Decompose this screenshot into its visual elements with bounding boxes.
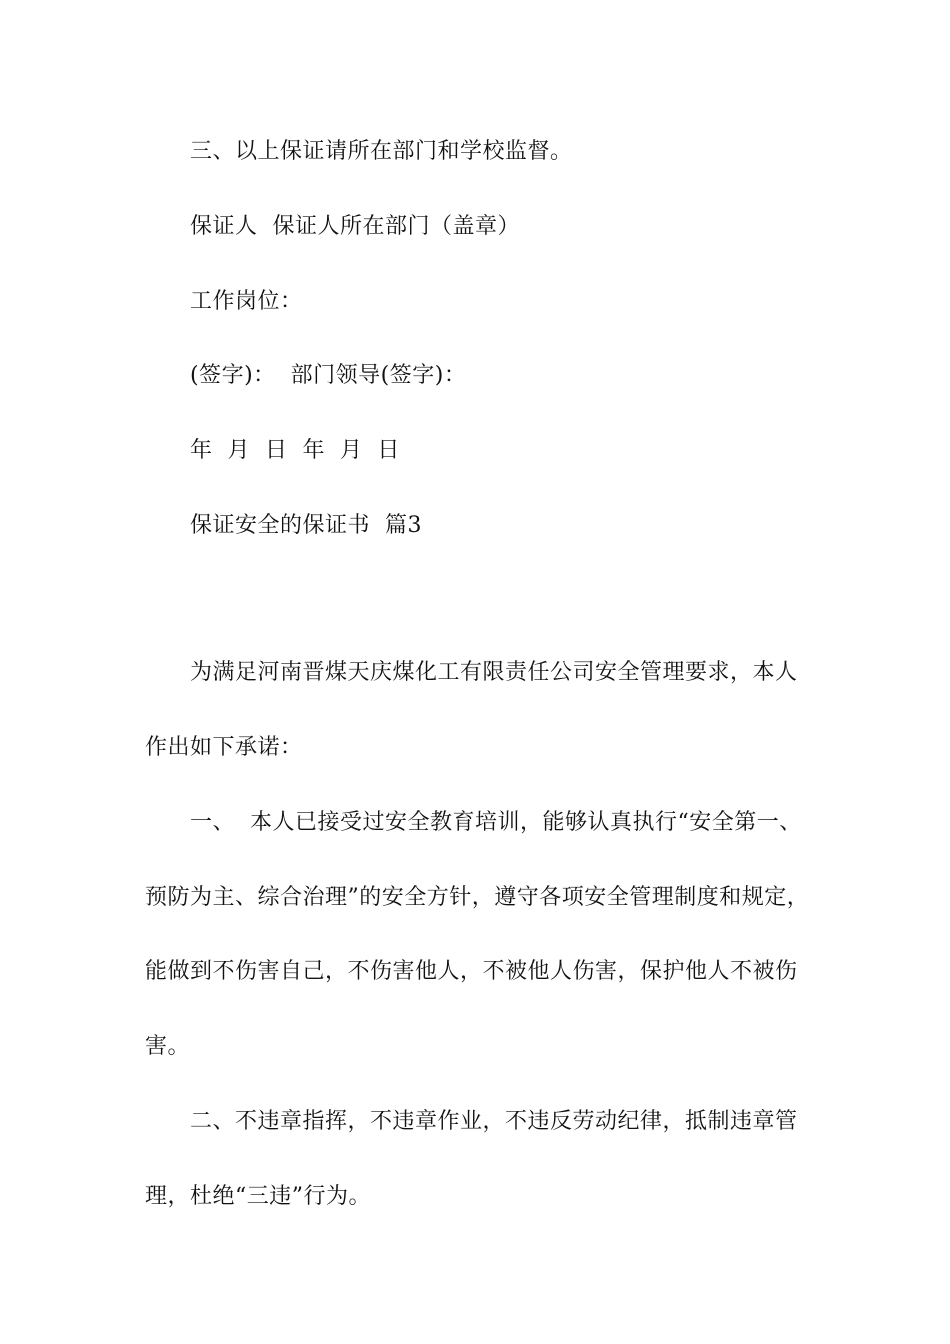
job-position-label: 工作岗位： xyxy=(190,289,303,314)
date-line: 年 月 日 年 月 日 xyxy=(190,438,400,463)
guarantor-label: 保证人 保证人所在部门（盖章） xyxy=(190,214,520,239)
signature-line: (签字)： 部门领导(签字)： xyxy=(190,363,467,388)
paragraph-supervision: 三、以上保证请所在部门和学校监督。 xyxy=(190,139,573,164)
commitment-2-line-2: 理，杜绝“三违”行为。 xyxy=(145,1184,371,1209)
commitment-1-line-3: 能做到不伤害自己，不伤害他人，不被他人伤害，保护他人不被伤 xyxy=(145,959,798,984)
intro-paragraph-line-2: 作出如下承诺： xyxy=(145,735,303,760)
intro-paragraph-line-1: 为满足河南晋煤天庆煤化工有限责任公司安全管理要求，本人 xyxy=(190,660,798,685)
commitment-1-line-2: 预防为主、综合治理”的安全方针，遵守各项安全管理制度和规定， xyxy=(145,885,810,910)
commitment-1-line-4: 害。 xyxy=(145,1034,191,1059)
commitment-2-line-1: 二、不违章指挥，不违章作业，不违反劳动纪律，抵制违章管 xyxy=(190,1109,798,1134)
commitment-1-line-1: 一、 本人已接受过安全教育培训，能够认真执行“安全第一、 xyxy=(190,810,802,835)
section-heading: 保证安全的保证书 篇3 xyxy=(190,513,422,538)
